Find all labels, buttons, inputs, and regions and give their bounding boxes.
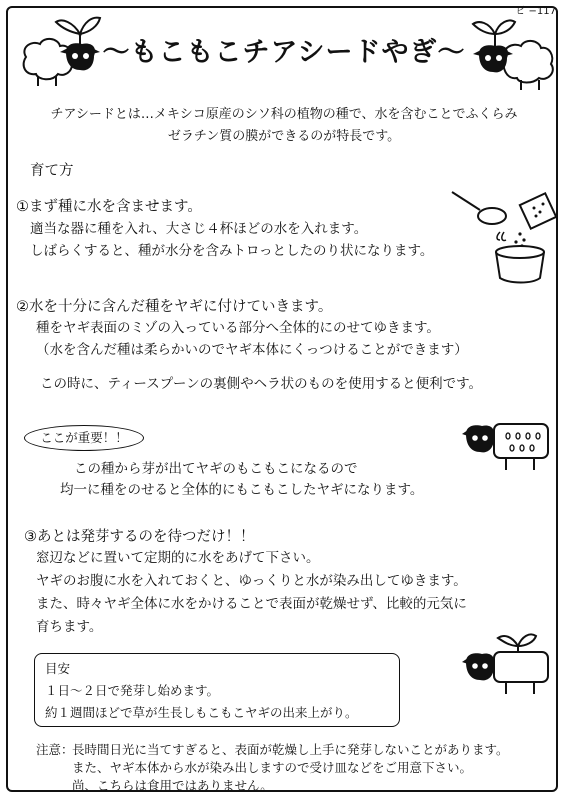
sheep-sprouted-icon [462, 628, 556, 698]
step2-tip: この時に、ティースプーンの裏側やヘラ状のものを使用すると便利です。 [40, 376, 482, 392]
caution-line-2: また、ヤギ本体から水が染み出しますので受け皿などをご用意下さい。 [72, 760, 473, 775]
guide-line-1: １日〜２日で発芽し始めます。 [45, 683, 220, 698]
sheep-with-sprout-right-icon [465, 14, 557, 94]
caution-line-3: 尚、こちらは食用ではありません。 [72, 778, 273, 793]
step1-line-2: しばらくすると、種が水分を含みトロっとしたのり状になります。 [30, 243, 434, 259]
step3-line-2: ヤギのお腹に水を入れておくと、ゆっくりと水が染み出してゆきます。 [36, 573, 467, 589]
caution-label: 注意： [36, 742, 74, 757]
guide-line-2: 約１週間ほどで草が生長しもこもこヤギの出来上がり。 [45, 705, 358, 720]
intro-line-1: チアシードとは…メキシコ原産のシソ科の植物の種で、水を含むことでふくらみ [50, 107, 518, 122]
step3-heading: ③あとは発芽するのを待つだけ！！ [24, 529, 255, 545]
caution-line-1: 長時間日光に当てすぎると、表面が乾燥し上手に発芽しないことがあります。 [72, 742, 509, 757]
guide-box [34, 653, 400, 727]
step1-heading: ①まず種に水を含ませます。 [16, 199, 202, 215]
howto-heading: 育て方 [30, 163, 74, 179]
sheep-body-grooves-icon [462, 416, 554, 476]
page-code: ビ −117 [515, 6, 556, 17]
guide-title: 目安 [45, 661, 71, 676]
important-line-1: この種から芽が出てヤギのもこもこになるので [74, 461, 358, 477]
step3-line-3: また、時々ヤギ全体に水をかけることで表面が乾燥せず、比較的元気に [36, 596, 467, 612]
page-title: 〜もこもこチアシードやぎ〜 [102, 37, 466, 68]
important-callout: ここが重要！！ [24, 425, 144, 451]
step3-line-4: 育ちます。 [36, 619, 103, 635]
step2-line-1: 種をヤギ表面のミゾの入っている部分へ全体的にのせてゆきます。 [36, 320, 440, 336]
step3-line-1: 窓辺などに置いて定期的に水をあげて下さい。 [36, 550, 320, 566]
step2-line-2: （水を含んだ種は柔らかいのでヤギ本体にくっつけることができます） [36, 342, 468, 358]
step1-line-1: 適当な器に種を入れ、大さじ４杯ほどの水を入れます。 [30, 221, 368, 237]
step2-heading: ②水を十分に含んだ種をヤギに付けていきます。 [16, 299, 333, 315]
seeds-and-bowl-icon [450, 188, 560, 288]
intro-line-2: ゼラチン質の膜ができるのが特長です。 [167, 129, 401, 144]
important-line-2: 均一に種をのせると全体的にもこもこしたヤギになります。 [60, 482, 424, 498]
